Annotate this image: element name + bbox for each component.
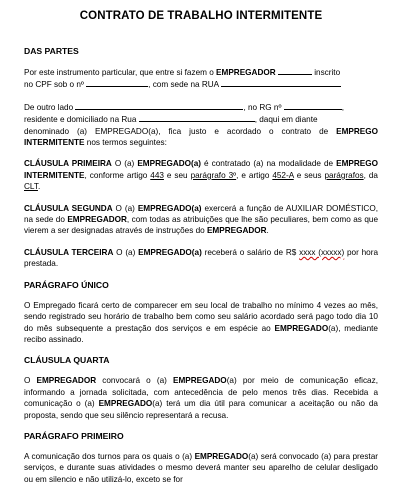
text: O (a) <box>112 203 138 213</box>
text: (a) terá um dia útil para comunicar a aceitação ou não da proposta, sendo que seu silêncio representará a recusa. <box>24 399 378 420</box>
term-empregado: EMPREGADO <box>98 399 153 409</box>
clause-first <box>24 158 378 192</box>
link-paragrafos[interactable]: parágrafos <box>324 170 364 180</box>
text: receberá o salário de R$ <box>201 247 300 257</box>
term-empregador: EMPREGADOR <box>36 376 97 386</box>
blank-field <box>278 66 312 75</box>
term-empregado: EMPREGADO <box>274 323 329 333</box>
link-paragrafo-3[interactable]: parágrafo 3º <box>190 170 237 180</box>
text: é contratado (a) na modalidade de <box>201 159 337 169</box>
text: convocará o (a) <box>96 376 173 386</box>
text: exercerá a função de AUXILIAR DOMÉSTICO, na sede do <box>24 203 378 225</box>
text: , da <box>363 170 378 180</box>
term-empregado: EMPREGADO <box>194 451 249 461</box>
salary-value: xxxx (xxxxx) <box>299 247 345 257</box>
text: denominado (a) EMPREGADO(a), fica justo e acordado o contrato de <box>24 126 337 136</box>
text: , no RG nº <box>243 102 284 112</box>
section-heading-paragrafo-primeiro: PARÁGRAFO PRIMEIRO <box>24 430 124 441</box>
term-empregado: EMPREGADO <box>173 376 227 386</box>
text: no CPF sob o nº <box>24 80 87 90</box>
text: e seus <box>293 170 325 180</box>
paragraph-parties-1 <box>24 66 378 91</box>
clause-label: CLÁUSULA PRIMEIRA <box>24 159 112 169</box>
text: Por este instrumento particular, que entre si fazem o <box>24 68 217 77</box>
text: , com todas as atribuições que lhe são peculiares, bem como as que vierem a ser designadas através de instruções do <box>24 215 378 236</box>
link-artigo-452a[interactable]: 452-A <box>272 170 294 180</box>
clause-third <box>24 247 378 270</box>
term-empregado: EMPREGADO(a) <box>138 247 202 257</box>
paragraph-unico <box>24 300 378 346</box>
term-empregador: EMPREGADOR <box>216 68 276 77</box>
paragraph-parties-2 <box>24 101 378 149</box>
blank-field-nome <box>75 101 243 110</box>
text: O Empregado ficará certo de comparecer em seu local de trabalho no mínimo 4 vezes ao mês, sendo registrado seu horário de trabalho bem como seu salário acordado será pago todo dia 10 do mês subsequente a prestação dos serviços e em espécie ao <box>24 300 378 333</box>
term-empregador: EMPREGADOR <box>206 226 267 236</box>
text: , daqui em diante <box>254 115 318 125</box>
text: (a) por meio de comunicação eficaz, informando a jornada solicitada, com antecedência de pelo menos três dias. Recebida a comunicação o (a) <box>24 376 378 409</box>
document-title: CONTRATO DE TRABALHO INTERMITENTE <box>79 10 323 22</box>
section-heading-clausula-quarta: CLÁUSULA QUARTA <box>24 355 110 366</box>
text: . <box>266 226 269 236</box>
text: . <box>37 182 41 192</box>
link-artigo-443[interactable]: 443 <box>150 170 164 180</box>
text: O (a) <box>111 159 138 169</box>
clause-second <box>24 203 378 237</box>
text: nos termos seguintes: <box>84 138 167 148</box>
section-heading-das-partes: DAS PARTES <box>24 46 79 56</box>
section-heading-paragrafo-unico: PARÁGRAFO ÚNICO <box>24 279 109 290</box>
text: , <box>341 102 345 112</box>
text: por hora prestada. <box>24 247 378 269</box>
term-emprego-intermitente: EMPREGO INTERMITENTE <box>24 159 378 180</box>
text: residente e domiciliado na Rua <box>24 115 139 125</box>
clause-label: CLÁUSULA TERCEIRA <box>24 247 114 257</box>
text: De outro lado <box>24 102 76 112</box>
clause-label: CLÁUSULA SEGUNDA <box>24 203 113 213</box>
text: inscrito <box>311 68 341 77</box>
paragraph-primeiro <box>24 451 378 485</box>
term-empregado: EMPREGADO(a) <box>137 203 202 213</box>
text: , conforme artigo <box>84 170 151 180</box>
text: e seu <box>163 170 191 180</box>
blank-field-rua <box>221 78 341 87</box>
text: , e artigo <box>236 170 273 180</box>
term-empregado: EMPREGADO(a) <box>137 159 202 169</box>
term-emprego-intermitente: EMPREGO INTERMITENTE <box>24 126 378 148</box>
blank-field-endereco <box>139 113 255 122</box>
blank-field-rg <box>284 101 345 112</box>
text: O <box>24 376 37 386</box>
text: (a) será convocado (a) para prestar serviços, e durante suas atividades o mesmo deverá manter seu aparelho de celular desligado ou em silencio e não utilizá-lo, exceto se for <box>24 451 378 484</box>
term-empregador: EMPREGADOR <box>67 215 127 225</box>
paragraph-clausula-quarta <box>24 375 378 421</box>
blank-field-cpf <box>86 78 148 87</box>
link-clt[interactable]: CLT <box>24 182 38 192</box>
text: (a), mediante recibo assinado. <box>24 323 378 344</box>
text: O (a) <box>113 247 139 257</box>
text: , com sede na RUA <box>148 80 221 90</box>
text: A comunicação dos turnos para os quais o (a) <box>24 451 195 461</box>
